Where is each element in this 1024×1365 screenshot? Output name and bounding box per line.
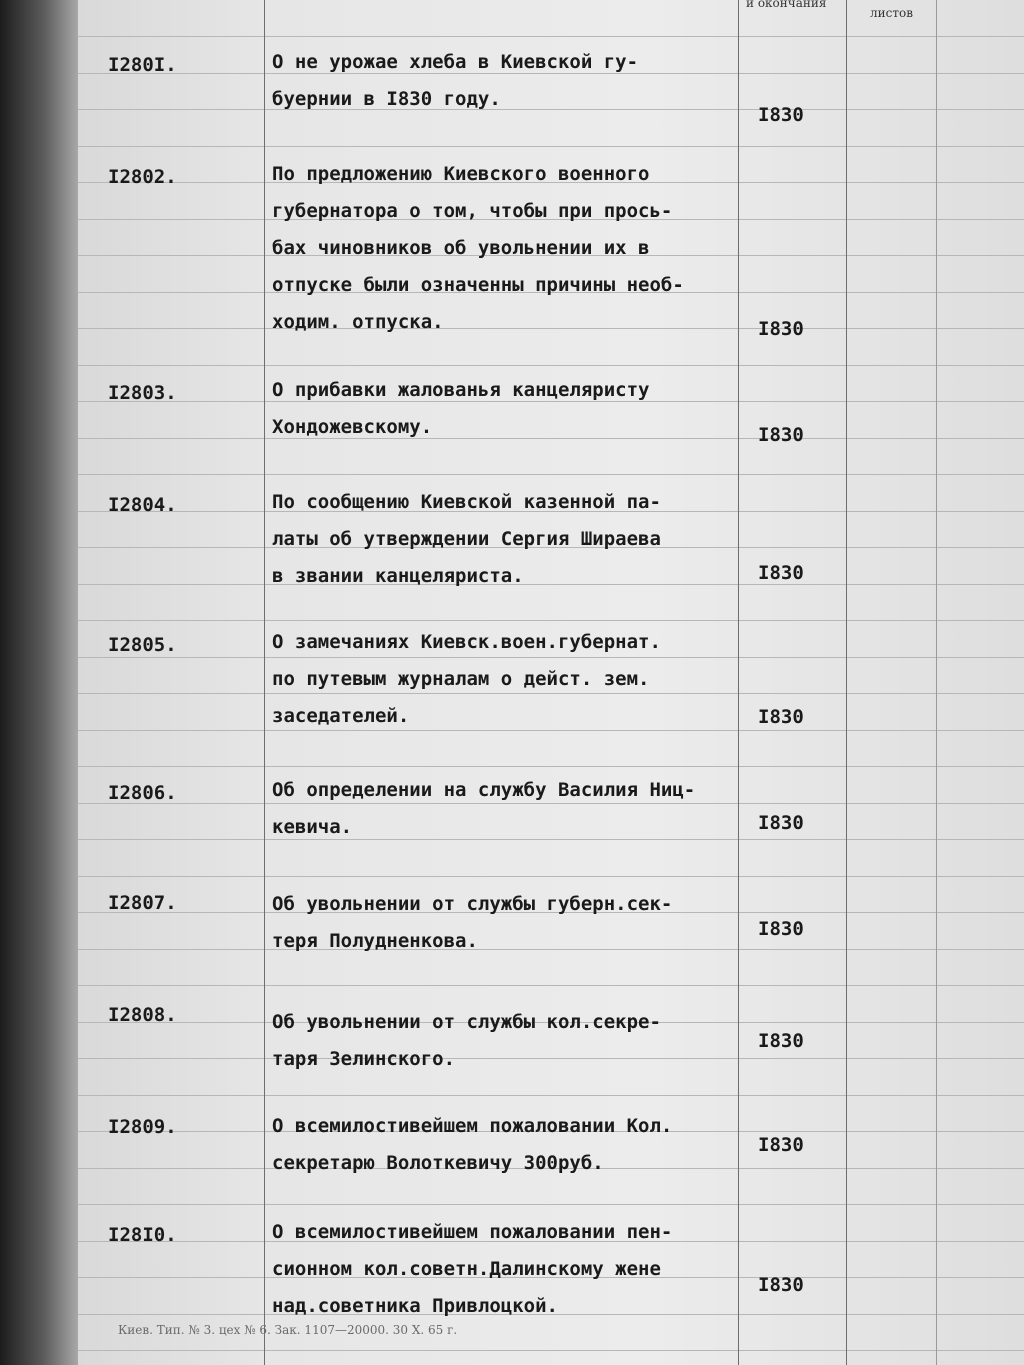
header-sheets: листов [870,6,913,20]
ruled-line [78,1095,1024,1096]
record-year: I830 [758,424,804,446]
record-title: Об увольнении от службы кол.секре- таря Зелинского. [272,1011,661,1070]
column-rule-notes [936,0,937,1365]
record-year: I830 [758,318,804,340]
ruled-line [78,1350,1024,1351]
record-number: I2804. [108,494,177,516]
record-number: I2802. [108,166,177,188]
ruled-line [78,876,1024,877]
ruled-line [78,620,1024,621]
record-title: О не урожае хлеба в Киевской гу- буернии в I830 году. [272,51,639,110]
record-year: I830 [758,562,804,584]
record-title: Об определении на службу Василия Ниц- кевича. [272,779,696,838]
record-number: I280I. [108,54,177,76]
record-number: I2806. [108,782,177,804]
column-rule-sheets [846,0,847,1365]
record-number: I2803. [108,382,177,404]
record-number: I2808. [108,1004,177,1026]
record-year: I830 [758,1030,804,1052]
record-title: О замечаниях Киевск.воен.губернат. по путевым журналам о дейст. зем. заседателей. [272,631,661,727]
record-number: I2807. [108,892,177,914]
ruled-line [78,1204,1024,1205]
binding-edge [0,0,78,1365]
record-number: I28I0. [108,1224,177,1246]
record-year: I830 [758,1274,804,1296]
record-number: I2809. [108,1116,177,1138]
ruled-line [78,985,1024,986]
ruled-line [78,146,1024,147]
document-page [78,0,1024,1365]
record-title: По предложению Киевского военного губернатора о том, чтобы при прось- бах чиновников об увольнении их в отпуске были означенны причины необ- ходим. отпуска. [272,163,684,333]
ruled-line [78,766,1024,767]
record-year: I830 [758,1134,804,1156]
record-year: I830 [758,812,804,834]
ruled-line [78,474,1024,475]
record-title: О прибавки жалованья канцеляристу Хондожевскому. [272,379,650,438]
record-title: О всемилостивейшем пожаловании Кол. секретарю Волоткевичу 300руб. [272,1115,673,1174]
ruled-line [78,365,1024,366]
header-dates: и окончания [746,0,827,10]
record-year: I830 [758,706,804,728]
record-title: О всемилостивейшем пожаловании пен- сионном кол.советн.Далинскому жене над.советника Привлоцкой. [272,1221,673,1317]
record-title: Об увольнении от службы губерн.сек- теря Полудненкова. [272,893,673,952]
ruled-line [78,36,1024,37]
print-footer: Киев. Тип. № 3. цех № 6. Зак. 1107—20000. 30 X. 65 г. [118,1323,458,1337]
record-number: I2805. [108,634,177,656]
record-year: I830 [758,104,804,126]
record-title: По сообщению Киевской казенной па- латы об утверждении Сергия Шираева в звании канцеляриста. [272,491,661,587]
record-year: I830 [758,918,804,940]
column-rule-title [264,0,265,1365]
